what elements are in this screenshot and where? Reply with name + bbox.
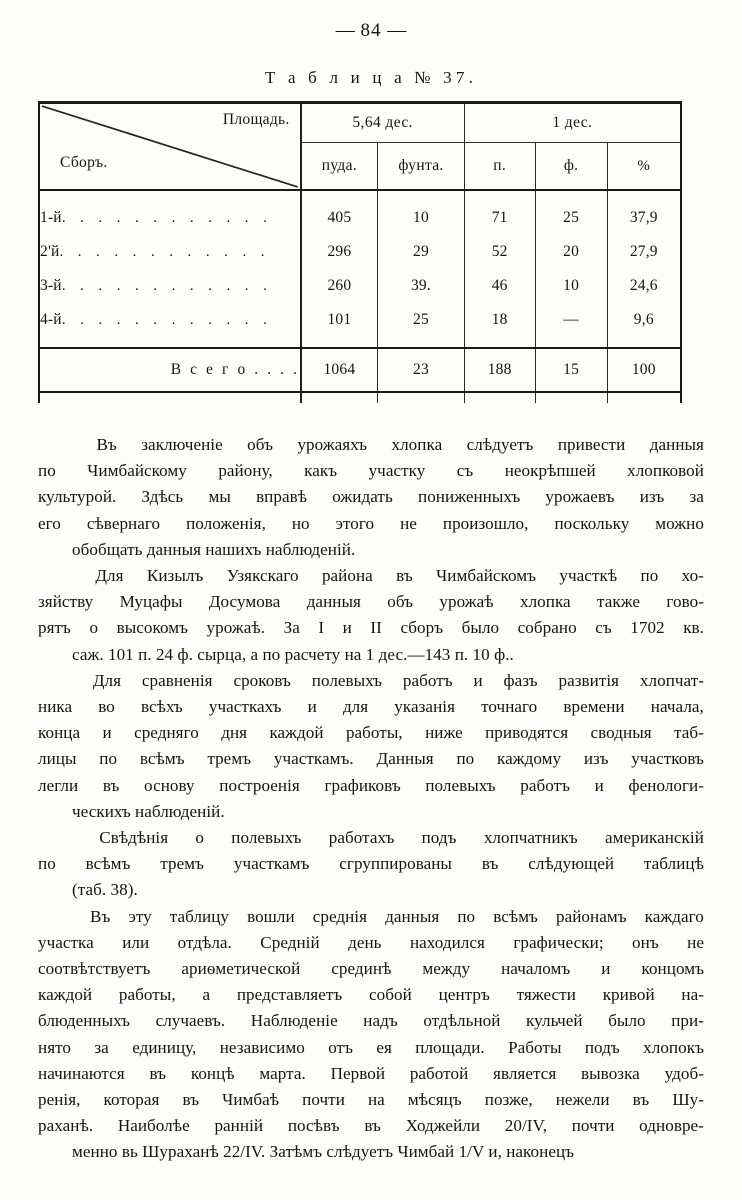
cell-funta: 10 — [378, 201, 465, 235]
row-label-text: 1-й — [40, 209, 62, 226]
table-row — [39, 269, 681, 303]
corner-header-cell — [39, 103, 301, 191]
totals-rule-spacer-row — [39, 337, 681, 348]
table-row — [39, 235, 681, 269]
table-caption: Т а б л и ц а № 37. — [264, 68, 478, 87]
row-leader-dots: . . . . . . . . . . . . — [61, 312, 273, 328]
table-row — [39, 303, 681, 337]
text-line: конца и средняго дня каждой работы, ниже приводятся сводныя таб- — [38, 723, 704, 743]
paragraph-2 — [38, 563, 704, 668]
text-line: ческихъ наблюденій. — [72, 801, 225, 821]
folio-dash-left: — — [335, 20, 355, 41]
cell-f: — — [535, 303, 607, 337]
bottom-funta — [378, 392, 465, 403]
row-leader-dots: . . . . . . . . . . . . — [59, 244, 270, 260]
spacer-f — [535, 190, 607, 201]
cell-f: 20 — [535, 235, 607, 269]
text-line: каждой работы, а представляетъ собой центръ тяжести кривой на- — [38, 985, 704, 1005]
table-right-edge — [680, 103, 681, 143]
folio-dash-right: — — [387, 20, 407, 41]
text-line: Въ эту таблицу вошли среднія данныя по всѣмъ районамъ каждаго — [90, 906, 704, 926]
spacer-p — [464, 190, 535, 201]
table-right-edge-r2 — [680, 235, 681, 269]
cell-f: 10 — [535, 269, 607, 303]
cell-p: 46 — [464, 269, 535, 303]
subheader-percent: % — [607, 143, 680, 191]
spacer-corner — [39, 190, 301, 201]
spacer2-f — [535, 337, 607, 348]
table-right-edge-r3 — [680, 269, 681, 303]
spacer2-p — [464, 337, 535, 348]
subheader-f: ф. — [535, 143, 607, 191]
body-text — [38, 432, 704, 1166]
spacer2-corner — [39, 337, 301, 348]
bottom-p — [464, 392, 535, 403]
total-p: 188 — [464, 348, 535, 392]
cell-f: 25 — [535, 201, 607, 235]
text-line: зяйству Муцафы Досумова данныя объ урожаѣ хлопка также гово- — [38, 592, 704, 612]
paragraph-4 — [38, 825, 704, 904]
cell-p: 71 — [464, 201, 535, 235]
table-row — [39, 201, 681, 235]
table-right-edge-sp2 — [680, 337, 681, 348]
text-line: по Чимбайскому району, какъ участку съ неокрѣпшей хлопковой — [38, 461, 704, 481]
spacer-pct — [607, 190, 680, 201]
text-line: Для Кизылъ Узякскаго района въ Чимбайскомъ участкѣ по хо- — [95, 566, 704, 586]
text-line: менно вь Шураханѣ 22/IV. Затѣмъ слѣдуетъ Чимбай 1/V и, наконецъ — [72, 1142, 575, 1162]
text-line: раханѣ. Наиболѣе ранній посѣвъ въ Ходжейли 20/IV, почти одновре- — [38, 1116, 704, 1136]
text-line: (таб. 38). — [72, 880, 138, 900]
text-line: ника во всѣхъ участкахъ и для указанія точнаго времени начала, — [38, 697, 704, 717]
cell-funta: 39. — [378, 269, 465, 303]
text-line: саж. 101 п. 24 ф. сырца, а по расчету на 1 дес.—143 п. 10 ф.. — [72, 644, 514, 664]
data-table-wrapper — [38, 101, 682, 403]
cell-puda: 296 — [301, 235, 378, 269]
group-header-area-564: 5,64 дес. — [301, 103, 465, 143]
table-right-edge-total — [680, 348, 681, 392]
table-total-row — [39, 348, 681, 392]
row-label-text: 3-й — [40, 277, 62, 294]
total-pct: 100 — [607, 348, 680, 392]
cell-puda: 260 — [301, 269, 378, 303]
bottom-puda — [301, 392, 378, 403]
paragraph-5 — [38, 904, 704, 1166]
cell-funta: 29 — [378, 235, 465, 269]
text-line: Для сравненія сроковъ полевыхъ работъ и фазъ развитія хлопчат- — [92, 670, 704, 690]
row-label-cell — [39, 269, 301, 303]
header-rule-spacer-row — [39, 190, 681, 201]
total-f: 15 — [535, 348, 607, 392]
spacer2-pct — [607, 337, 680, 348]
table-bottom-rule-row — [39, 392, 681, 403]
table-header-group-row — [39, 103, 681, 143]
text-line: нято за единицу, независимо отъ ея площади. Работы подъ хлопокъ — [38, 1037, 704, 1057]
row-label-text: 4-й — [40, 311, 62, 328]
row-label-text: 2'й — [40, 243, 60, 260]
cell-p: 52 — [464, 235, 535, 269]
text-line: соотвѣтствуетъ ариѳметической срединѣ между началомъ и концомъ — [38, 959, 704, 979]
text-line: легли въ основу построенія графиковъ полевыхъ работъ и фенологи- — [38, 775, 704, 795]
table-right-edge-3 — [680, 190, 681, 201]
row-label-cell — [39, 201, 301, 235]
table-right-edge-r1 — [680, 201, 681, 235]
cell-pct: 27,9 — [607, 235, 680, 269]
table-right-edge-bottom — [680, 392, 681, 403]
text-line: Въ заключеніе объ урожаяхъ хлопка слѣдуетъ привести данныя — [96, 435, 704, 454]
cell-funta: 25 — [378, 303, 465, 337]
text-line: лицы по всѣмъ тремъ участкамъ. Данныя по каждому изъ участковъ — [38, 749, 704, 769]
total-puda: 1064 — [301, 348, 378, 392]
row-leader-dots: . . . . . . . . . . . . — [61, 278, 273, 294]
text-line: участка или отдѣла. Средній день находился графически; онъ не — [38, 932, 704, 952]
total-funta: 23 — [378, 348, 465, 392]
row-leader-dots: . . . . . . . . . . . . — [61, 210, 273, 226]
cell-pct: 9,6 — [607, 303, 680, 337]
corner-area-label: Площадь. — [222, 111, 290, 128]
cell-puda: 101 — [301, 303, 378, 337]
text-line: ренія, которая въ Чимбаѣ почти на мѣсяцъ позже, нежели въ Шу- — [38, 1090, 704, 1110]
text-line: его сѣвернаго положенія, но этого не произошло, поскольку можно — [38, 513, 704, 533]
corner-collection-label: Сборъ. — [60, 154, 108, 171]
text-line: блюденныхъ случаевъ. Наблюденіе надъ отдѣльной кульчей было при- — [38, 1011, 704, 1031]
text-line: Свѣдѣнія о полевыхъ работахъ подъ хлопчатникъ американскій — [99, 828, 704, 848]
text-line: начинаются въ концѣ марта. Первой работой является вывозка удоб- — [38, 1063, 704, 1083]
table-right-edge-2 — [680, 143, 681, 191]
table-right-edge-r4 — [680, 303, 681, 337]
folio-number: 84 — [360, 20, 382, 41]
cell-p: 18 — [464, 303, 535, 337]
cell-pct: 24,6 — [607, 269, 680, 303]
spacer2-puda — [301, 337, 378, 348]
row-label-cell — [39, 235, 301, 269]
subheader-p: п. — [464, 143, 535, 191]
text-line: рятъ о высокомъ урожаѣ. За I и II сборъ было собрано съ 1702 кв. — [38, 618, 704, 638]
text-line: обобщать данныя нашихъ наблюденій. — [72, 539, 356, 559]
cell-puda: 405 — [301, 201, 378, 235]
harvest-table — [38, 101, 682, 403]
group-header-area-1: 1 дес. — [464, 103, 680, 143]
subheader-funta: фунта. — [378, 143, 465, 191]
total-label: В с е г о . . . . — [39, 348, 301, 392]
page-folio — [0, 20, 742, 42]
row-label-cell — [39, 303, 301, 337]
text-line: культурой. Здѣсь мы вправѣ ожидать пониженныхъ урожаевъ изъ за — [38, 487, 704, 507]
subheader-puda: пуда. — [301, 143, 378, 191]
cell-pct: 37,9 — [607, 201, 680, 235]
bottom-f — [535, 392, 607, 403]
spacer-funta — [378, 190, 465, 201]
paragraph-3 — [38, 668, 704, 825]
paragraph-1 — [38, 432, 704, 563]
bottom-corner — [39, 392, 301, 403]
spacer-puda — [301, 190, 378, 201]
spacer2-funta — [378, 337, 465, 348]
text-line: по всѣмъ тремъ участкамъ сгруппированы въ слѣдующей таблицѣ — [38, 854, 704, 874]
bottom-pct — [607, 392, 680, 403]
